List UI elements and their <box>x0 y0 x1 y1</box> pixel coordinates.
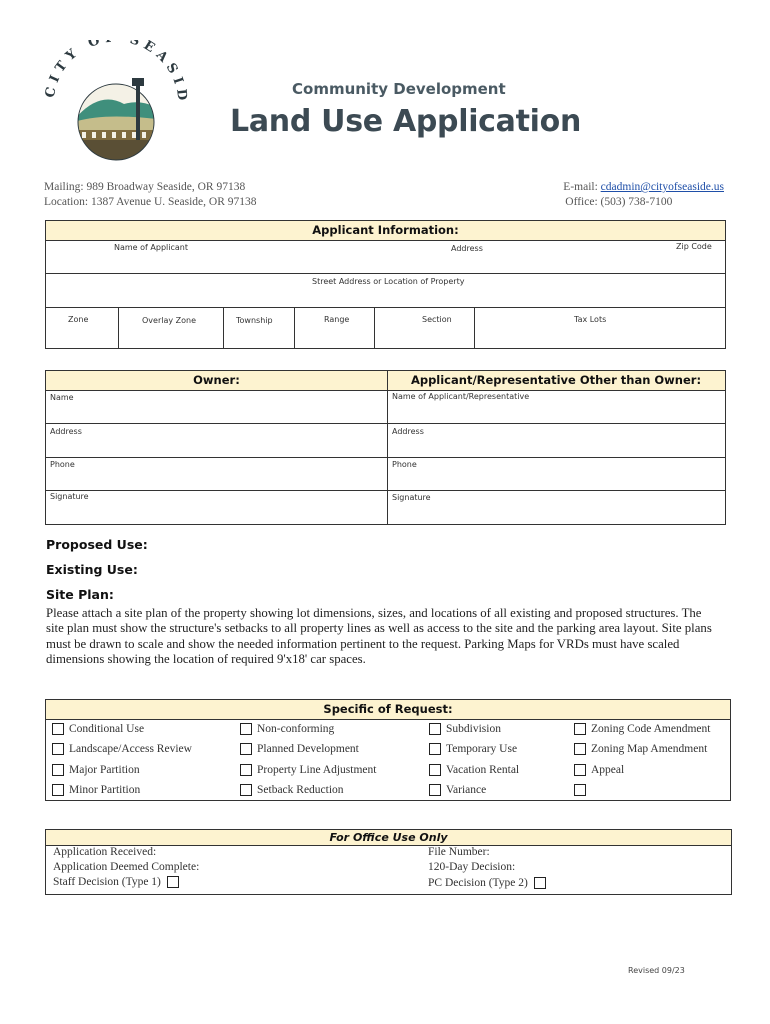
email-label: E-mail: <box>563 181 601 193</box>
request-option-label: Appeal <box>591 764 625 776</box>
applicant-info-table <box>45 220 726 349</box>
overlay-zone-label: Overlay Zone <box>142 316 197 325</box>
email-line <box>563 180 724 195</box>
page-title: Land Use Application <box>230 104 581 139</box>
request-option-label: Subdivision <box>446 723 501 735</box>
pc-decision-checkbox[interactable] <box>534 877 546 889</box>
request-option-label: Property Line Adjustment <box>257 764 377 776</box>
request-option[interactable] <box>52 764 140 776</box>
owner-heading: Owner: <box>193 373 240 387</box>
request-option[interactable] <box>429 723 501 735</box>
owner-band <box>46 371 725 391</box>
owner-row-address <box>46 424 725 458</box>
request-option[interactable] <box>429 784 486 796</box>
request-option-label: Zoning Map Amendment <box>591 743 708 755</box>
office-use-heading <box>46 830 731 846</box>
section-label: Section <box>422 315 452 324</box>
checkbox[interactable] <box>240 723 252 735</box>
zone-label: Zone <box>68 315 89 324</box>
checkbox[interactable] <box>574 723 586 735</box>
location-address: Location: 1387 Avenue U. Seaside, OR 97138 <box>44 196 257 208</box>
revised-date: Revised 09/23 <box>628 966 685 975</box>
rep-address-label: Address <box>392 427 424 436</box>
owner-row-signature <box>46 491 725 525</box>
owner-table <box>45 370 726 525</box>
checkbox[interactable] <box>52 784 64 796</box>
request-option-label: Landscape/Access Review <box>69 743 192 755</box>
rep-signature-label: Signature <box>392 493 431 502</box>
applicant-row-1 <box>46 240 725 274</box>
name-of-applicant-label: Name of Applicant <box>114 243 188 252</box>
svg-text:CITY OF SEASIDE: CITY O SEASI <box>44 40 188 100</box>
checkbox[interactable] <box>429 723 441 735</box>
owner-phone-label: Phone <box>50 460 75 469</box>
owner-row-name <box>46 390 725 424</box>
checkbox[interactable] <box>52 723 64 735</box>
request-option-label: Conditional Use <box>69 723 145 735</box>
request-option[interactable] <box>429 743 517 755</box>
request-option-label: Vacation Rental <box>446 764 520 776</box>
checkbox[interactable] <box>429 743 441 755</box>
checkbox[interactable] <box>52 743 64 755</box>
request-option[interactable] <box>240 743 359 755</box>
request-option-label: Major Partition <box>69 764 140 776</box>
applicant-info-heading: Applicant Information: <box>46 221 725 241</box>
request-option-label: Minor Partition <box>69 784 141 796</box>
request-option[interactable] <box>574 723 710 735</box>
checkbox[interactable] <box>429 784 441 796</box>
checkbox[interactable] <box>240 743 252 755</box>
checkbox[interactable] <box>574 784 586 796</box>
applicant-row-2 <box>46 274 725 308</box>
contact-left <box>44 180 257 210</box>
office-use-title: For Office Use Only <box>329 831 448 844</box>
request-option[interactable] <box>52 784 140 796</box>
subtitle: Community Development <box>292 80 506 98</box>
existing-use-heading: Existing Use: <box>46 562 138 577</box>
request-option[interactable] <box>52 743 192 755</box>
file-number: File Number: <box>428 846 490 858</box>
request-option-label: Planned Development <box>257 743 359 755</box>
street-address-label: Street Address or Location of Property <box>312 277 465 286</box>
checkbox[interactable] <box>240 784 252 796</box>
staff-decision-checkbox[interactable] <box>167 876 179 888</box>
request-option[interactable] <box>574 764 624 776</box>
owner-row-phone <box>46 458 725 491</box>
checkbox[interactable] <box>429 764 441 776</box>
owner-signature-label: Signature <box>50 492 89 501</box>
request-option-label: Variance <box>446 784 487 796</box>
mailing-address: Mailing: 989 Broadway Seaside, OR 97138 <box>44 181 246 193</box>
owner-address-label: Address <box>50 427 82 436</box>
contact-right <box>563 180 724 210</box>
checkbox[interactable] <box>240 764 252 776</box>
email-link[interactable]: cdadmin@cityofseaside.us <box>600 181 724 193</box>
staff-decision-label: Staff Decision (Type 1) <box>53 876 161 888</box>
representative-heading: Applicant/Representative Other than Owner: <box>410 373 702 387</box>
zip-code-label: Zip Code <box>676 242 712 251</box>
title-block <box>230 80 650 139</box>
pc-decision-row <box>428 877 551 889</box>
request-option-label: Zoning Code Amendment <box>591 723 711 735</box>
rep-phone-label: Phone <box>392 460 417 469</box>
request-option[interactable] <box>574 784 591 796</box>
owner-name-label: Name <box>50 393 74 402</box>
address-label: Address <box>451 244 483 253</box>
site-plan-heading: Site Plan: <box>46 587 114 602</box>
request-option[interactable] <box>574 743 707 755</box>
office-phone: Office: (503) 738-7100 <box>565 196 673 208</box>
checkbox[interactable] <box>52 764 64 776</box>
tax-lots-label: Tax Lots <box>574 315 607 324</box>
township-label: Township <box>236 316 273 325</box>
site-plan-text: Please attach a site plan of the property showing lot dimensions, sizes, and locations of all existing and proposed structures. The site plan must show the structure's setbacks to all property lines as well as access to the site and the parking area layout. Site plans must be drawn to scale and show the needed information pertinent to the request. Parking Maps for VRDs must have scaled dimensions showing the location of required 9'x18' car spaces. <box>46 606 712 667</box>
application-complete: Application Deemed Complete: <box>53 861 200 873</box>
checkbox[interactable] <box>574 743 586 755</box>
request-option[interactable] <box>429 764 519 776</box>
request-option[interactable] <box>240 784 344 796</box>
request-option[interactable] <box>52 723 144 735</box>
pc-decision-label: PC Decision (Type 2) <box>428 877 528 889</box>
applicant-row-3 <box>46 308 725 349</box>
range-label: Range <box>324 315 350 324</box>
city-of-seaside-logo <box>44 40 188 170</box>
rep-name-label: Name of Applicant/Representative <box>392 392 530 401</box>
request-option-label: Non-conforming <box>257 723 335 735</box>
staff-decision-row <box>53 876 184 888</box>
request-option[interactable] <box>240 723 334 735</box>
proposed-use-heading: Proposed Use: <box>46 537 148 552</box>
request-heading: Specific of Request: <box>46 700 730 720</box>
checkbox[interactable] <box>574 764 586 776</box>
request-option[interactable] <box>240 764 376 776</box>
request-option-label: Temporary Use <box>446 743 518 755</box>
decision-120-day: 120-Day Decision: <box>428 861 516 873</box>
request-option-label: Setback Reduction <box>257 784 344 796</box>
application-received: Application Received: <box>53 846 157 858</box>
